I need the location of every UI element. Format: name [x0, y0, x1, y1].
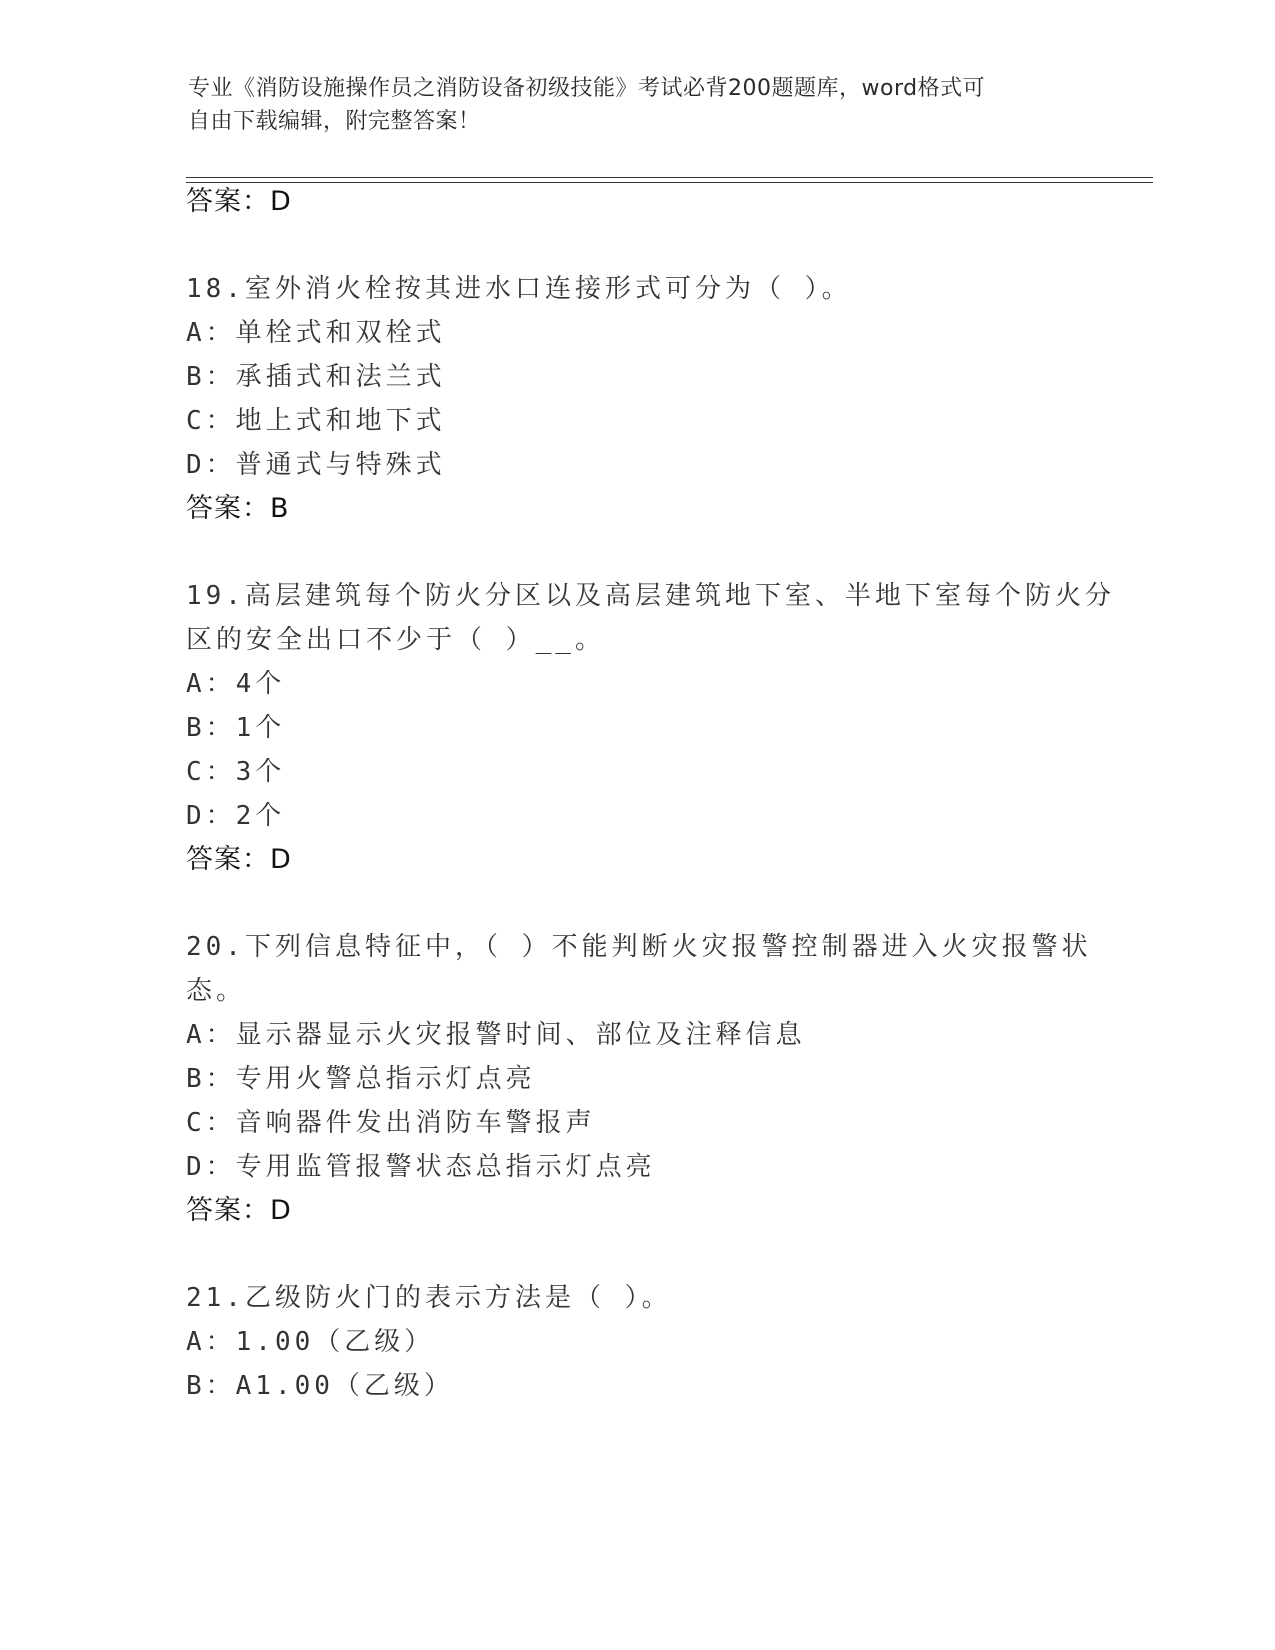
header-line-1: 专业《消防设施操作员之消防设备初级技能》考试必背200题题库，word格式可: [188, 76, 986, 101]
header-divider: [186, 177, 1153, 183]
question-19-stem-line-1: 19.高层建筑每个防火分区以及高层建筑地下室、半地下室每个防火分: [186, 581, 1115, 611]
question-20-option-d: D：专用监管报警状态总指示灯点亮: [186, 1152, 656, 1182]
header-line-2: 自由下载编辑，附完整答案！: [188, 109, 481, 134]
question-21-option-b: B：A1.00（乙级）: [186, 1371, 454, 1401]
previous-answer: 答案：D: [186, 186, 292, 217]
question-19-stem-line-2: 区的安全出口不少于（ ）__。: [186, 625, 605, 655]
question-19-answer: 答案：D: [186, 844, 292, 875]
question-21-option-a: A：1.00（乙级）: [186, 1327, 435, 1357]
question-18-answer: 答案：B: [186, 493, 290, 524]
question-18-option-c: C：地上式和地下式: [186, 406, 446, 436]
question-19-option-c: C：3个: [186, 757, 286, 787]
question-20-stem-line-1: 20.下列信息特征中，（ ）不能判断火灾报警控制器进入火灾报警状: [186, 932, 1092, 962]
question-20-option-c: C：音响器件发出消防车警报声: [186, 1108, 596, 1138]
question-20-stem-line-2: 态。: [186, 976, 247, 1006]
question-20-option-b: B：专用火警总指示灯点亮: [186, 1064, 536, 1094]
question-20-answer: 答案：D: [186, 1195, 292, 1226]
question-18-stem: 18.室外消火栓按其进水口连接形式可分为（ ）。: [186, 274, 852, 304]
question-19-option-a: A：4个: [186, 669, 286, 699]
question-19-option-d: D：2个: [186, 801, 286, 831]
question-21-stem: 21.乙级防火门的表示方法是（ ）。: [186, 1283, 672, 1313]
question-18-option-b: B：承插式和法兰式: [186, 362, 446, 392]
question-18-option-a: A：单栓式和双栓式: [186, 318, 446, 348]
document-header: [188, 72, 1068, 138]
question-19-option-b: B：1个: [186, 713, 286, 743]
question-20-option-a: A：显示器显示火灾报警时间、部位及注释信息: [186, 1020, 806, 1050]
question-18-option-d: D：普通式与特殊式: [186, 450, 446, 480]
